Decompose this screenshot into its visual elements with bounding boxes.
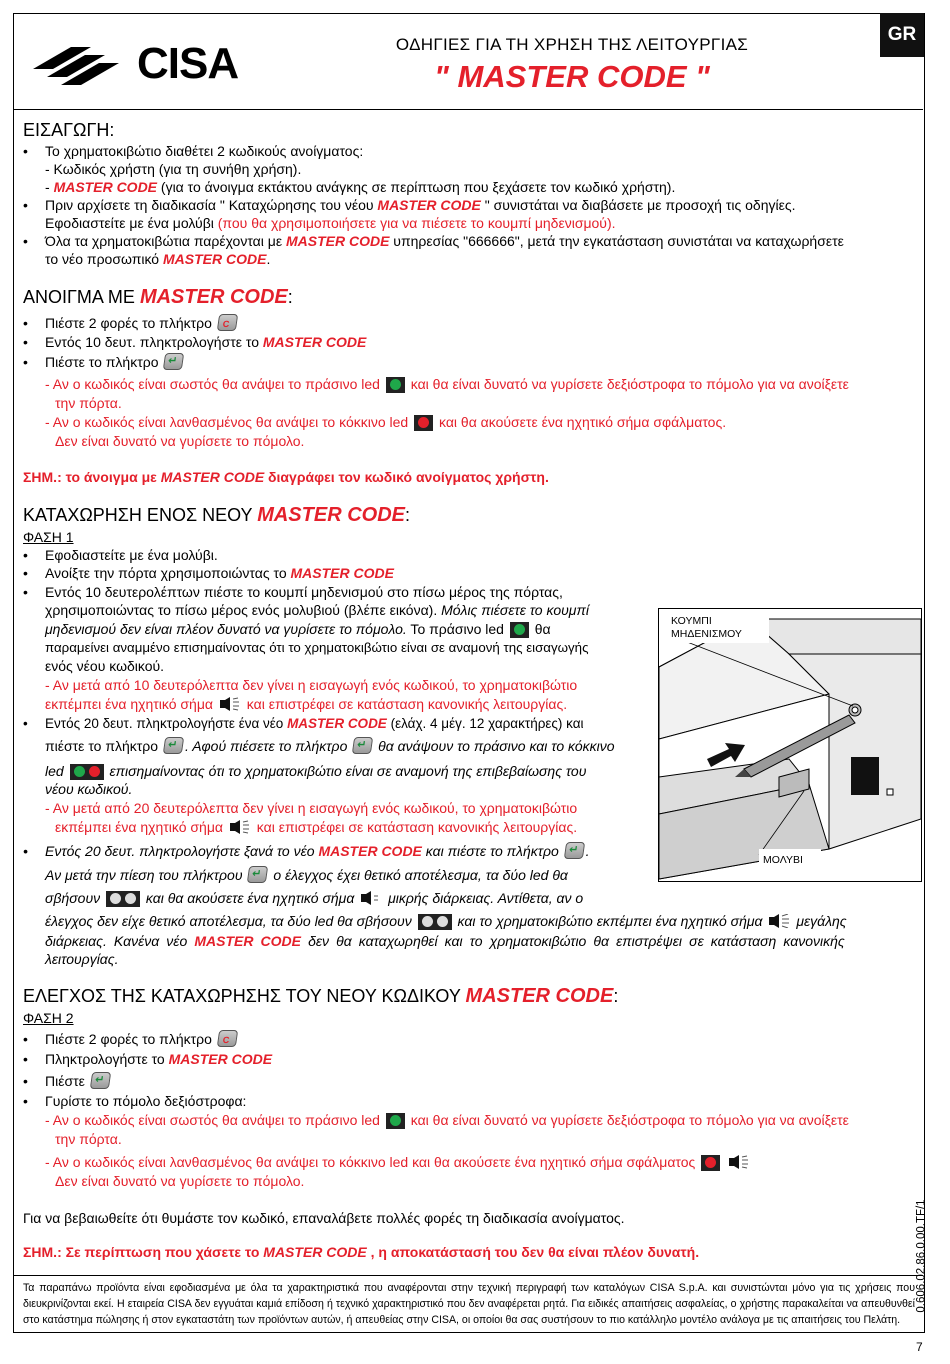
green-led-icon: [386, 377, 405, 393]
register-warning-1: - Αν μετά από 10 δευτερόλεπτα δεν γίνει η εισαγωγή ενός κωδικού, το χρηματοκιβώτιο: [45, 677, 578, 693]
figure-label-button-l1: ΚΟΥΜΠΙ: [671, 615, 712, 627]
phase-1-label: ΦΑΣΗ 1: [23, 529, 74, 545]
check-result-2: - Αν ο κωδικός είναι λανθασμένος θα ανάψει το κόκκινο led και θα ακούσετε ένα ηχητικό σήμα σφάλματος: [45, 1153, 752, 1171]
check-bullet-1: • Πιέστε 2 φορές το πλήκτρο C: [23, 1030, 28, 1048]
buzzer-icon: [728, 1155, 750, 1169]
buzzer-icon: [219, 697, 241, 711]
register-bullet-4-l4: νέου κωδικού.: [45, 781, 133, 797]
cisa-logo-mark-icon: [33, 39, 133, 89]
enter-key-icon: ↵: [90, 1072, 111, 1089]
check-result-1-cont: την πόρτα.: [55, 1131, 122, 1147]
figure-label-button-l2: ΜΗΔΕΝΙΣΜΟΥ: [671, 628, 742, 640]
register-bullet-4-l2: πιέστε το πλήκτρο ↵ . Αφού πιέσετε το πλήκτρο ↵ θα ανάψουν το πράσινο και το κόκκινο: [45, 738, 615, 754]
title-line-1: ΟΔΗΓΙΕΣ ΓΙΑ ΤΗ ΧΡΗΣΗ ΤΗΣ ΛΕΙΤΟΥΡΓΙΑΣ: [395, 35, 749, 54]
open-heading: ΑΝΟΙΓΜΑ ΜΕ MASTER CODE:: [23, 286, 293, 308]
page-number: 7: [916, 1340, 923, 1354]
open-result-1: - Αν ο κωδικός είναι σωστός θα ανάψει το πράσινο led και θα είναι δυνατό να γυρίσετε δεξιόστροφα το πόμολο για να ανοίξετε: [45, 376, 849, 392]
register-bullet-4-l3: led επισημαίνοντας ότι το χρηματοκιβώτιο είναι σε αναμονή της επιβεβαίωσης του: [45, 763, 587, 779]
red-led-icon: [701, 1155, 720, 1171]
register-bullet-5-l3: σβήσουν και θα ακούσετε ένα ηχητικό σήμα μικρής διάρκειας. Αντίθετα, αν ο: [45, 890, 584, 906]
safe-door-illustration: [659, 609, 921, 881]
register-heading: ΚΑΤΑΧΩΡΗΣΗ ΕΝΟΣ ΝΕΟΥ MASTER CODE:: [23, 504, 410, 526]
leds-off-icon: [106, 891, 140, 907]
register-bullet-3-l3: μηδενισμού δεν είναι πλέον δυνατό να γυρίσετε το πόμολο. Το πράσινο led θα: [45, 621, 551, 637]
check-bullet-2: • Πληκτρολογήστε το MASTER CODE: [23, 1051, 273, 1067]
register-bullet-5-l2: Αν μετά την πίεση του πλήκτρου ↵ ο έλεγχος έχει θετικό αποτέλεσμα, τα δύο led θα: [45, 867, 568, 883]
register-bullet-4: • Εντός 20 δευτ. πληκτρολογήστε ένα νέο MASTER CODE (ελάχ. 4 μέγ. 12 χαρακτήρες) και: [23, 716, 584, 731]
register-bullet-1: • Εφοδιαστείτε με ένα μολύβι.: [23, 547, 218, 563]
enter-key-icon: ↵: [247, 866, 268, 883]
check-heading: ΕΛΕΓΧΟΣ ΤΗΣ ΚΑΤΑΧΩΡΗΣΗΣ ΤΟΥ ΝΕΟΥ ΚΩΔΙΚΟΥ MASTER CODE:: [23, 985, 619, 1007]
figure-label-pencil: ΜΟΛΥΒΙ: [763, 854, 803, 866]
reset-button-figure: [658, 608, 922, 882]
c-key-icon: C: [217, 314, 238, 331]
intro-bullet-2-cont: Εφοδιαστείτε με ένα μολύβι (που θα χρησιμοποιήσετε για να πιέσετε το κουμπί μηδενισμού).: [45, 215, 616, 231]
open-result-1-cont: την πόρτα.: [55, 395, 122, 411]
intro-heading: ΕΙΣΑΓΩΓΗ:: [23, 120, 115, 140]
intro-bullet-3: • Όλα τα χρηματοκιβώτια παρέχονται με MASTER CODE υπηρεσίας "666666", μετά την εγκατάσταση συνιστάται να καταχωρήσετε: [23, 233, 844, 249]
register-bullet-3-l5: ενός νέου κωδικού.: [45, 658, 165, 674]
open-note: ΣΗΜ.: το άνοιγμα με MASTER CODE διαγράφει τον κωδικό ανοίγματος χρήστη.: [23, 469, 549, 485]
green-led-icon: [386, 1113, 405, 1129]
register-bullet-5: • Εντός 20 δευτ. πληκτρολογήστε ξανά το νέο MASTER CODE και πιέστε το πλήκτρο ↵ .: [23, 843, 590, 859]
intro-bullet-2: • Πριν αρχίσετε τη διαδικασία " Καταχώρησης του νέου MASTER CODE " συνιστάται να διαβάσετε με προσοχή τις οδηγίες.: [23, 197, 796, 213]
footer: [13, 1275, 923, 1332]
buzzer-icon: [768, 914, 790, 928]
register-bullet-3-l2: χρησιμοποιώντας το πίσω μέρος ενός μολυβιού (βλέπε εικόνα). Μόλις πιέσετε το κουμπί: [45, 602, 589, 618]
register-bullet-3: • Εντός 10 δευτερολέπτων πιέστε το κουμπί μηδενισμού στο πίσω μέρος της πόρτας,: [23, 584, 563, 600]
register-bullet-3-l4: παραμείνει αναμμένο επισημαίνοντας ότι το χρηματοκιβώτιο είναι σε αναμονή της εισαγωγής: [45, 640, 589, 655]
intro-sub-2: - MASTER CODE (για το άνοιγμα εκτάκτου ανάγκης σε περίπτωση που ξεχάσετε τον κωδικό χρήστη).: [45, 179, 676, 195]
check-bullet-4: • Γυρίστε το πόμολο δεξιόστροφα:: [23, 1093, 247, 1109]
leds-off-icon: [418, 914, 452, 930]
c-key-icon: C: [217, 1030, 238, 1047]
open-result-2: - Αν ο κωδικός είναι λανθασμένος θα ανάψει το κόκκινο led και θα ακούσετε ένα ηχητικό σήμα σφάλματος.: [45, 414, 727, 430]
green-led-icon: [510, 622, 529, 638]
title-line-2: " MASTER CODE ": [434, 59, 710, 94]
check-result-2-cont: Δεν είναι δυνατό να γυρίσετε το πόμολο.: [55, 1173, 305, 1189]
doc-code: 0.606.02.86.0.00.TF/1: [915, 1199, 928, 1313]
open-bullet-3: • Πιέστε το πλήκτρο ↵: [23, 353, 28, 371]
check-result-1: - Αν ο κωδικός είναι σωστός θα ανάψει το πράσινο led και θα είναι δυνατό να γυρίσετε δεξιόστροφα το πόμολο για να ανοίξετε: [45, 1112, 849, 1128]
green-red-leds-icon: [70, 764, 104, 780]
register-warning-2-cont: εκπέμπει ένα ηχητικό σήμα και επιστρέφει σε κατάσταση κανονικής λειτουργίας.: [55, 819, 578, 835]
intro-sub-1: - Κωδικός χρήστη (για τη συνήθη χρήση).: [45, 161, 302, 177]
open-bullet-1: • Πιέστε 2 φορές το πλήκτρο C: [23, 314, 28, 332]
cisa-logo: [33, 39, 253, 89]
register-bullet-5-l6: λειτουργίας.: [45, 951, 119, 967]
open-bullet-2: • Εντός 10 δευτ. πληκτρολογήστε το MASTER CODE: [23, 334, 367, 350]
open-result-2-cont: Δεν είναι δυνατό να γυρίσετε το πόμολο.: [55, 433, 305, 449]
buzzer-icon: [229, 820, 251, 834]
header: [13, 13, 923, 110]
register-bullet-2: • Ανοίξτε την πόρτα χρησιμοποιώντας το MASTER CODE: [23, 565, 394, 581]
intro-bullet-3-cont: το νέο προσωπικό MASTER CODE.: [45, 251, 271, 267]
disclaimer-text: Τα παραπάνω προϊόντα είναι εφοδιασμένα με όλα τα χαρακτηριστικά που αναφέρονται στην τεχνική περιγραφή των καταλόγων CISA S.p.A. και συνιστώνται μόνο για τις χρήσεις που διευκρινίζονται εκεί. Η εταιρεία CISA δεν εγγυάται καμιά επίδοση ή τεχνικό χαρακτηριστικό που δεν αναφέρεται ρητά. Για ειδικές απαιτήσεις ασφαλείας, ο χρήστης παρακαλείται να απευθυνθεί στο κατάστημα πώλησης ή στον εγκαταστάτη των προϊόντων αυτών, ή απευθείας στην CISA, οι οποίοι θα σας συστήσουν το πιο κατάλληλο μοντέλο ανάλογα με τις απαιτήσεις του Πελάτη.: [23, 1282, 915, 1326]
language-badge: GR: [880, 13, 924, 57]
intro-bullet-1: • Το χρηματοκιβώτιο διαθέτει 2 κωδικούς ανοίγματος:: [23, 143, 364, 159]
check-bullet-3: • Πιέστε ↵: [23, 1072, 28, 1090]
brand-name: CISA: [137, 39, 239, 88]
enter-key-icon: ↵: [163, 737, 184, 754]
check-note: ΣΗΜ.: Σε περίπτωση που χάσετε το MASTER CODE , η αποκατάστασή του δεν θα είναι πλέον δυνατή.: [23, 1244, 700, 1260]
register-warning-2: - Αν μετά από 20 δευτερόλεπτα δεν γίνει η εισαγωγή ενός κωδικού, το χρηματοκιβώτιο: [45, 800, 578, 816]
red-led-icon: [414, 415, 433, 431]
register-bullet-5-l5: διάρκειας. Κανένα νέο MASTER CODE δεν θα καταχωρηθεί και το χρηματοκιβώτιο θα επιστρέψει σε κατάσταση κανονικής: [45, 933, 845, 949]
register-bullet-5-l4: έλεγχος δεν είχε θετικό αποτέλεσμα, τα δύο led θα σβήσουν και το χρηματοκιβώτιο εκπέμπει ένα ηχητικό σήμα μεγάλης: [45, 913, 847, 929]
enter-key-icon: ↵: [163, 353, 184, 370]
register-warning-1-cont: εκπέμπει ένα ηχητικό σήμα και επιστρέφει σε κατάσταση κανονικής λειτουργίας.: [45, 696, 568, 712]
enter-key-icon: ↵: [352, 737, 373, 754]
phase-2-label: ΦΑΣΗ 2: [23, 1010, 74, 1026]
buzzer-icon: [360, 891, 382, 905]
check-tip: Για να βεβαιωθείτε ότι θυμάστε τον κωδικό, επαναλάβετε πολλές φορές τη διαδικασία ανοίγματος.: [23, 1210, 625, 1226]
enter-key-icon: ↵: [563, 842, 584, 859]
